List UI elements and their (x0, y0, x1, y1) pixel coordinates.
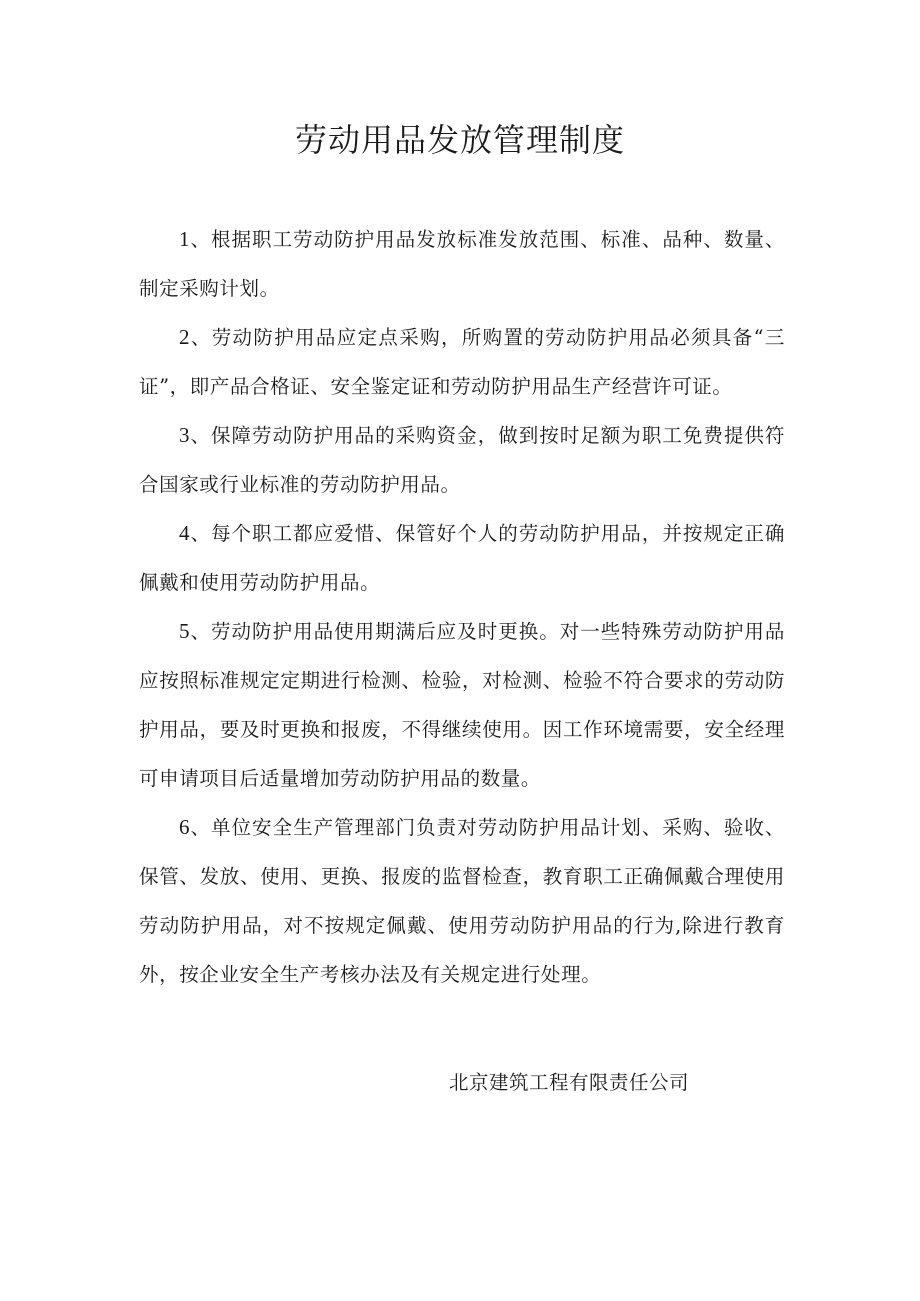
clause-number: 5 (179, 619, 191, 643)
clause-text: 、单位安全生产管理部门负责对劳动防护用品计划、采购、验收、保管、发放、使用、更换、报废的监督检查，教育职工正确佩戴合理使用劳动防护用品，对不按规定佩戴、使用劳动防护用品的行为,除进行教育外，按企业安全生产考核办法及有关规定进行处理。 (139, 816, 785, 986)
clause-number: 2 (179, 325, 191, 349)
clause-4 (139, 509, 785, 607)
document-title: 劳动用品发放管理制度 (294, 121, 625, 159)
clause-text: 、劳动防护用品使用期满后应及时更换。对一些特殊劳动防护用品应按照标准规定定期进行检测、检验，对检测、检验不符合要求的劳动防护用品，要及时更换和报废，不得继续使用。因工作环境需要，安全经理可申请项目后适量增加劳动防护用品的数量。 (139, 620, 785, 790)
clause-text: 、每个职工都应爱惜、保管好个人的劳动防护用品，并按规定正确佩戴和使用劳动防护用品。 (139, 522, 785, 594)
clause-5 (139, 607, 785, 803)
clause-number: 1 (179, 227, 191, 251)
clause-text: 、劳动防护用品应定点采购，所购置的劳动防护用品必须具备“三证”，即产品合格证、安全鉴定证和劳动防护用品生产经营许可证。 (139, 326, 785, 398)
clause-number: 4 (179, 521, 191, 545)
document-body (139, 215, 785, 999)
clause-text: 、保障劳动防护用品的采购资金，做到按时足额为职工免费提供符合国家或行业标准的劳动防护用品。 (139, 424, 785, 496)
clause-1 (139, 215, 785, 313)
clause-3 (139, 411, 785, 509)
clause-number: 3 (179, 423, 191, 447)
clause-number: 6 (179, 815, 191, 839)
clause-2 (139, 313, 785, 411)
clause-text: 、根据职工劳动防护用品发放标准发放范围、标准、品种、数量、制定采购计划。 (139, 228, 785, 300)
company-signature: 北京建筑工程有限责任公司 (449, 1071, 690, 1094)
clause-6 (139, 803, 785, 999)
